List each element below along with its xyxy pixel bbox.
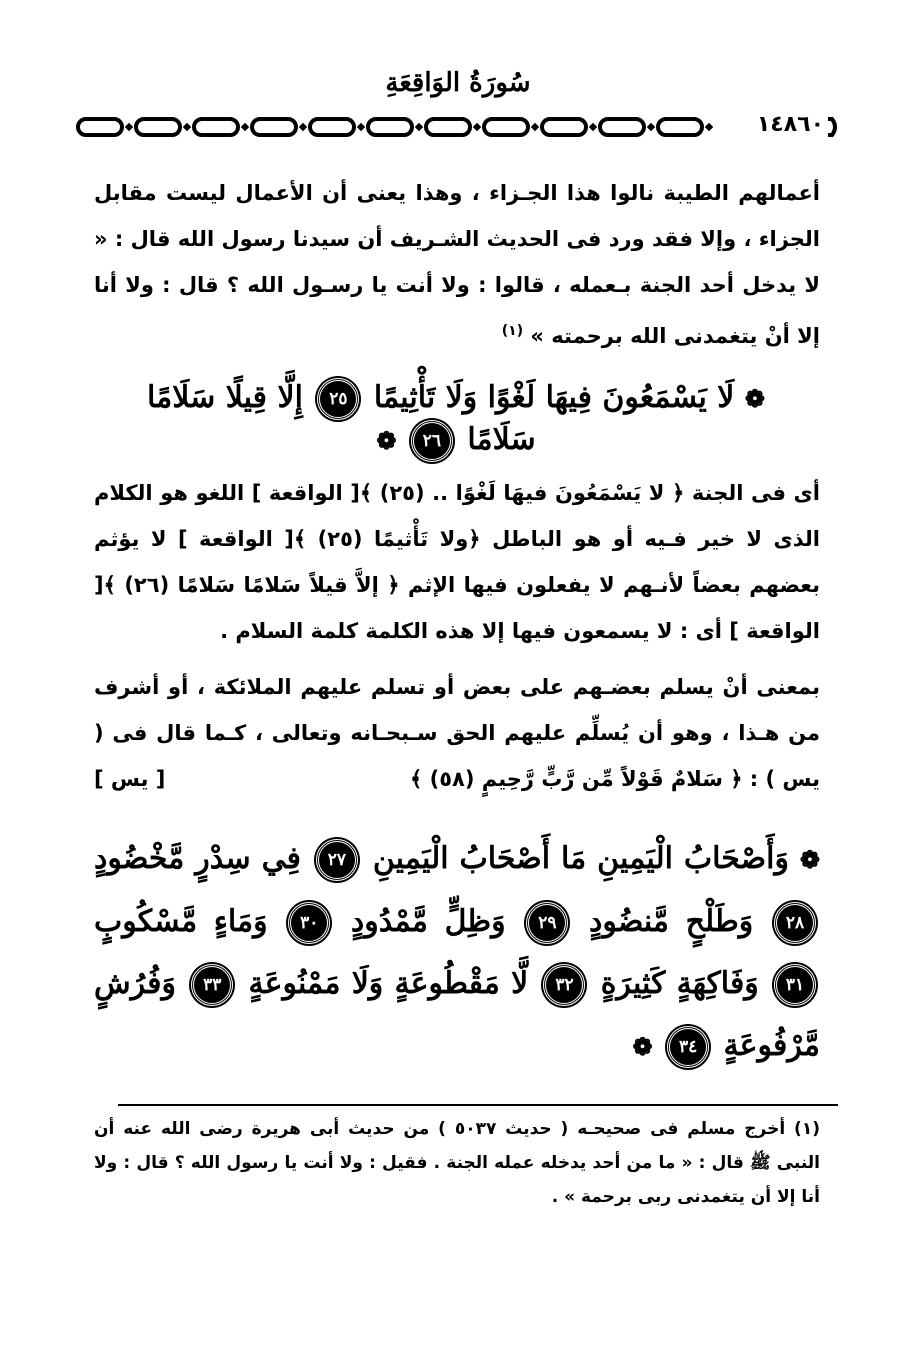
verse-number-25: ٢٥ [317, 378, 359, 420]
verse-text-25: لَا يَسْمَعُونَ فِيهَا لَغْوًا وَلَا تَأْثِيمًا [373, 380, 735, 415]
main-verse [146, 378, 766, 462]
verse-number-26: ٢٦ [411, 420, 453, 462]
verse-number-33: ٣٣ [191, 964, 233, 1006]
verse-number-28: ٢٨ [774, 902, 816, 944]
verse-30-text: وَظِلٍّ مَّمْدُودٍ [350, 904, 506, 939]
paragraph-1 [94, 170, 820, 359]
decorative-border [70, 110, 840, 144]
paragraph-1-text: أعمالهم الطيبة نالوا هذا الجـزاء ، وهذا يعنى أن الأعمال ليست مقابل الجزاء ، وإلا فقد ورد فى الحديث الشـريف أن سيدنا رسول الله قال : « لا يدخل أحد الجنة بـعمله ، قالوا : ولا أنت يا رسـول الله ؟ قال : ولا أنا إلا أنْ يتغمدنى الله برحمته » [94, 181, 820, 348]
verse-text-26: إِلَّا قِيلًا سَلَامًا سَلَامًا [147, 380, 536, 457]
verse-block-ornament-open-icon: ❁ [799, 845, 820, 874]
footnote-marker: (١) [501, 323, 524, 339]
verse-28-text: فِي سِدْرٍ مَّخْضُودٍ [94, 841, 301, 876]
paragraph-2: أى فى الجنة ﴿ لا يَسْمَعُونَ فيهَا لَغْوًا .. (٢٥) ﴾[ الواقعة ] اللغو هو الكلام الذى لا خير فـيه أو هو الباطل ﴿ولا تَأْثيمًا (٢٥) ﴾[ الواقعة ] لا يؤثم بعضهم بعضاً لأنـهم لا يفعلون فيها الإثم ﴿ إلاَّ قيلاً سَلامًا سَلامًا (٢٦) ﴾[ الواقعة ] أى : لا يسمعون فيها إلا هذه الكلمة كلمة السلام . [94, 481, 821, 643]
yasin-reference: [ يس ] [94, 767, 166, 791]
verse-number-31: ٣١ [774, 964, 816, 1006]
paragraph-3-text: بمعنى أنْ يسلم بعضـهم على بعض أو تسلم عليهم الملائكة ، أو أشرف من هـذا ، وهو أن يُسلِّم عليهم الحق سـبحـانه وتعالى ، كـما قال فى ( يس ) : ﴿ سَلامٌ قَوْلاً مِّن رَّبٍّ رَّحِيمٍ (٥٨) ﴾ [94, 675, 820, 791]
paragraph-3 [94, 664, 820, 802]
surah-title: سُورَةُ الوَاقِعَةِ [385, 68, 531, 98]
verse-32-text: وَفَاكِهَةٍ كَثِيرَةٍ [600, 966, 759, 1001]
ornament-close-icon: ❁ [376, 426, 397, 455]
page-number: ١٤٨٦٠ [753, 110, 828, 140]
verse-number-32: ٣٢ [543, 964, 585, 1006]
verse-31-text: وَمَاءٍ مَّسْكُوبٍ [94, 904, 268, 939]
verse-number-27: ٢٧ [316, 839, 358, 881]
ornament-open-icon: ❁ [744, 384, 765, 413]
verse-27-text: وَأَصْحَابُ الْيَمِينِ مَا أَصْحَابُ الْيَمِينِ [372, 841, 789, 876]
verse-34-text: وَفُرُشٍ مَّرْفُوعَةٍ [94, 966, 820, 1063]
footnote: (١) أخرج مسلم فى صحيحـه ( حديث ٥٠٣٧ ) من حديث أبى هريرة رضى الله عنه أن النبى ﷺ قال : « ما من أحد يدخله عمله الجنة . فقيل : ولا أنت يا رسول الله ؟ قال : ولا أنا إلا أن يتغمدنى ربى برحمة » . [94, 1119, 820, 1207]
verse-number-34: ٣٤ [667, 1026, 709, 1068]
verse-block-ornament-close-icon: ❁ [632, 1032, 653, 1061]
verse-number-29: ٢٩ [526, 902, 568, 944]
verse-number-30: ٣٠ [288, 902, 330, 944]
verse-block [94, 828, 820, 1078]
footnote-divider [118, 1104, 838, 1106]
verse-29-text: وَطَلْحٍ مَّنضُودٍ [588, 904, 754, 939]
verse-33-text: لَّا مَقْطُوعَةٍ وَلَا مَمْنُوعَةٍ [248, 966, 529, 1001]
